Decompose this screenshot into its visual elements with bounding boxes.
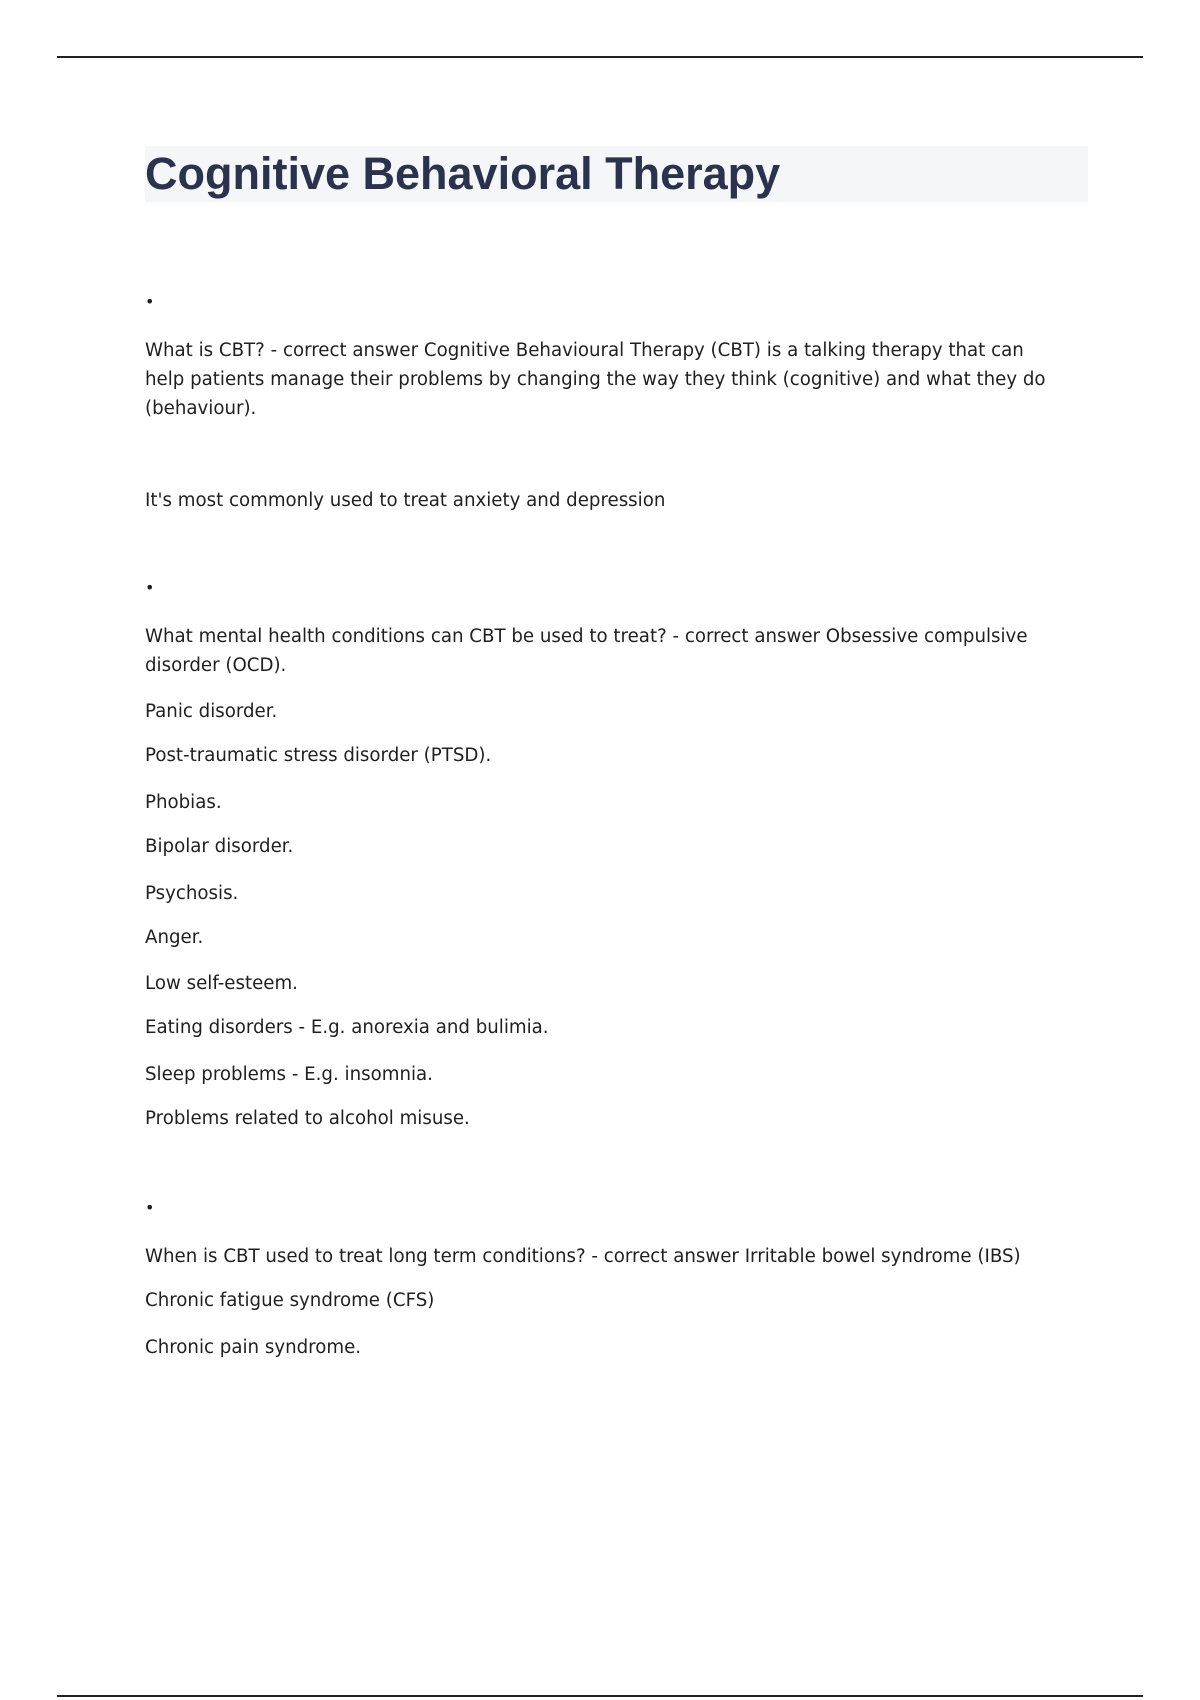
bullet-marker: • — [145, 292, 155, 311]
qa-2-text: What mental health conditions can CBT be used to treat? - correct answer Obsessive compulsive disorder (OCD). — [145, 626, 1028, 676]
bullet-marker: • — [145, 578, 155, 597]
list-item: Eating disorders - E.g. anorexia and bulimia. — [145, 1017, 549, 1038]
list-item: Panic disorder. — [145, 701, 278, 722]
list-item: Low self-esteem. — [145, 973, 298, 994]
bullet-marker: • — [145, 1198, 155, 1217]
top-rule — [57, 56, 1143, 58]
list-item: Chronic pain syndrome. — [145, 1337, 362, 1358]
title-block — [145, 146, 1088, 202]
list-item: Post-traumatic stress disorder (PTSD). — [145, 745, 492, 766]
list-item: Chronic fatigue syndrome (CFS) — [145, 1290, 435, 1311]
list-item: Sleep problems - E.g. insomnia. — [145, 1064, 433, 1085]
qa-3-text: When is CBT used to treat long term conditions? - correct answer Irritable bowel syndrome (IBS) — [145, 1246, 1021, 1267]
list-item: Problems related to alcohol misuse. — [145, 1108, 470, 1129]
list-item: Anger. — [145, 927, 204, 948]
qa-1-text: What is CBT? - correct answer Cognitive Behavioural Therapy (CBT) is a talking therapy that can help patients manage their problems by changing the way they think (cognitive) and what they do (behaviour). — [145, 340, 1046, 419]
list-item: Psychosis. — [145, 883, 239, 904]
bottom-rule — [57, 1695, 1143, 1697]
list-item: Bipolar disorder. — [145, 836, 294, 857]
qa-1-extra: It's most commonly used to treat anxiety and depression — [145, 490, 666, 511]
page-title: Cognitive Behavioral Therapy — [145, 148, 781, 199]
list-item: Phobias. — [145, 792, 222, 813]
